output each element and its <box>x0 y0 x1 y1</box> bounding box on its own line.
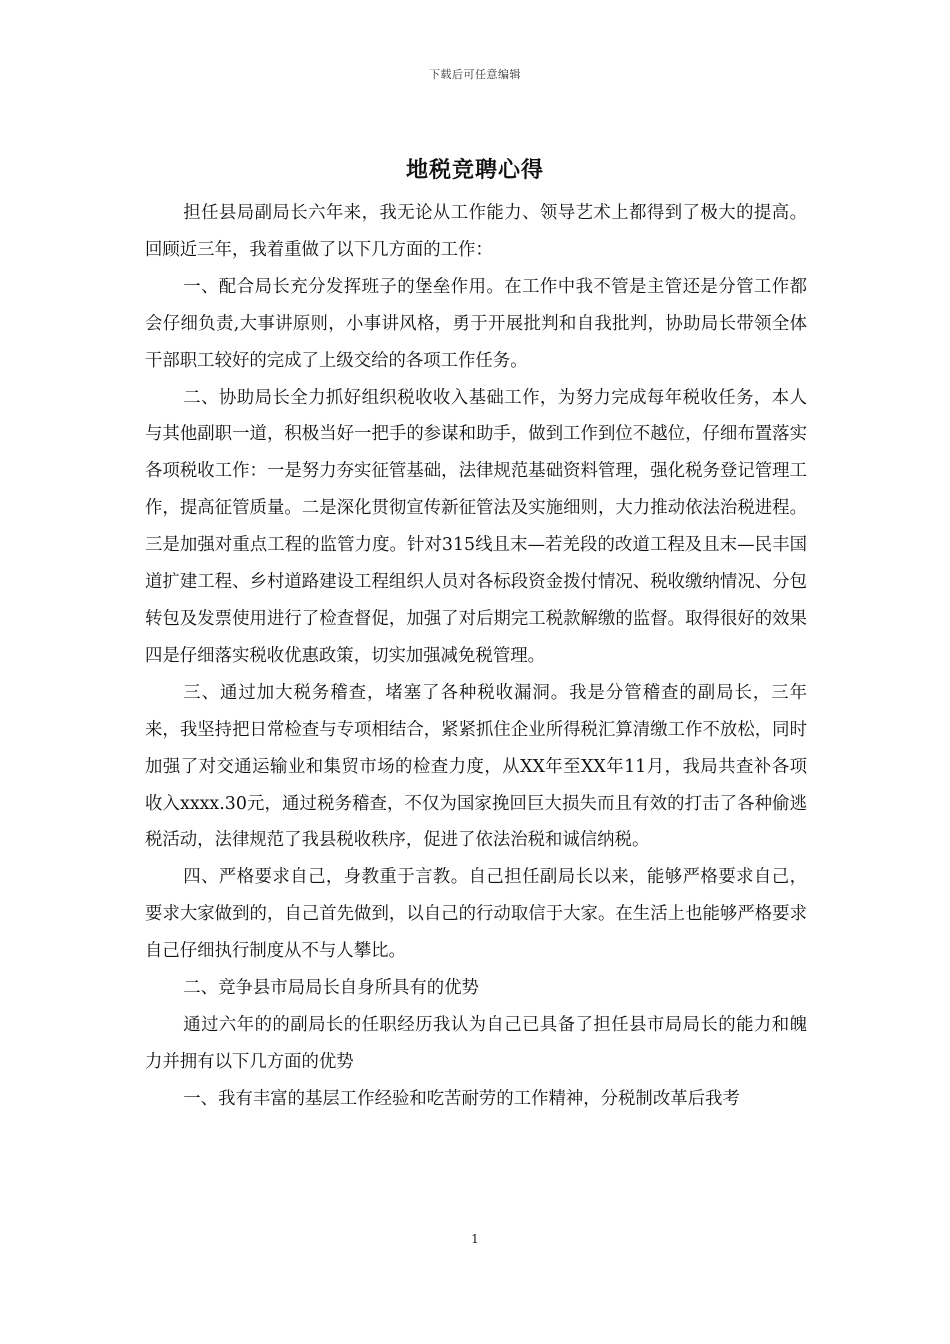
page-number: 1 <box>471 1232 479 1246</box>
header-note: 下载后可任意编辑 <box>429 68 521 81</box>
paragraph-intro: 担任县局副局长六年来，我无论从工作能力、领导艺术上都得到了极大的提高。回顾近三年，我着重做了以下几方面的工作： <box>145 203 807 260</box>
paragraph-item-2: 二、协助局长全力抓好组织税收收入基础工作，为努力完成每年税收任务，本人与其他副职一道，积极当好一把手的参谋和助手，做到工作到位不越位，仔细布置落实各项税收工作：一是努力夯实征管基础，法律规范基础资料管理，强化税务登记管理工作，提高征管质量。二是深化贯彻宣传新征管法及实施细则，大力推动依法治税进程。三是加强对重点工程的监管力度。针对315线且末—若羌段的改道工程及且末—民丰国道扩建工程、乡村道路建设工程组织人员对各标段资金拨付情况、税收缴纳情况、分包转包及发票使用进行了检查督促，加强了对后期完工税款解缴的监督。取得很好的效果四是仔细落实税收优惠政策，切实加强减免税管理。 <box>145 387 807 666</box>
section-heading-advantages: 二、竞争县市局局长自身所具有的优势 <box>183 978 479 999</box>
document-body <box>145 195 807 1118</box>
paragraph-item-4: 四、严格要求自己，身教重于言教。自己担任副局长以来，能够严格要求自己，要求大家做到的，自己首先做到，以自己的行动取信于大家。在生活上也能够严格要求自己仔细执行制度从不与人攀比。 <box>145 867 807 962</box>
paragraph-item-3: 三、通过加大税务稽查，堵塞了各种税收漏洞。我是分管稽查的副局长，三年来，我坚持把日常检查与专项相结合，紧紧抓住企业所得税汇算清缴工作不放松，同时加强了对交通运输业和集贸市场的检查力度，从XX年至XX年11月，我局共查补各项收入xxxx.30元，通过税务稽查，不仅为国家挽回巨大损失而且有效的打击了各种偷逃税活动，法律规范了我县税收秩序，促进了依法治税和诚信纳税。 <box>145 682 807 851</box>
document-title: 地税竞聘心得 <box>405 157 544 183</box>
paragraph-advantage-1: 一、我有丰富的基层工作经验和吃苦耐劳的工作精神，分税制改革后我考 <box>183 1088 740 1109</box>
paragraph-item-1: 一、配合局长充分发挥班子的堡垒作用。在工作中我不管是主管还是分管工作都会仔细负责,大事讲原则，小事讲风格，勇于开展批判和自我批判，协助局长带领全体干部职工较好的完成了上级交给的各项工作任务。 <box>145 276 807 371</box>
paragraph-advantages-intro: 通过六年的的副局长的任职经历我认为自己已具备了担任县市局局长的能力和魄力并拥有以下几方面的优势 <box>145 1014 807 1072</box>
